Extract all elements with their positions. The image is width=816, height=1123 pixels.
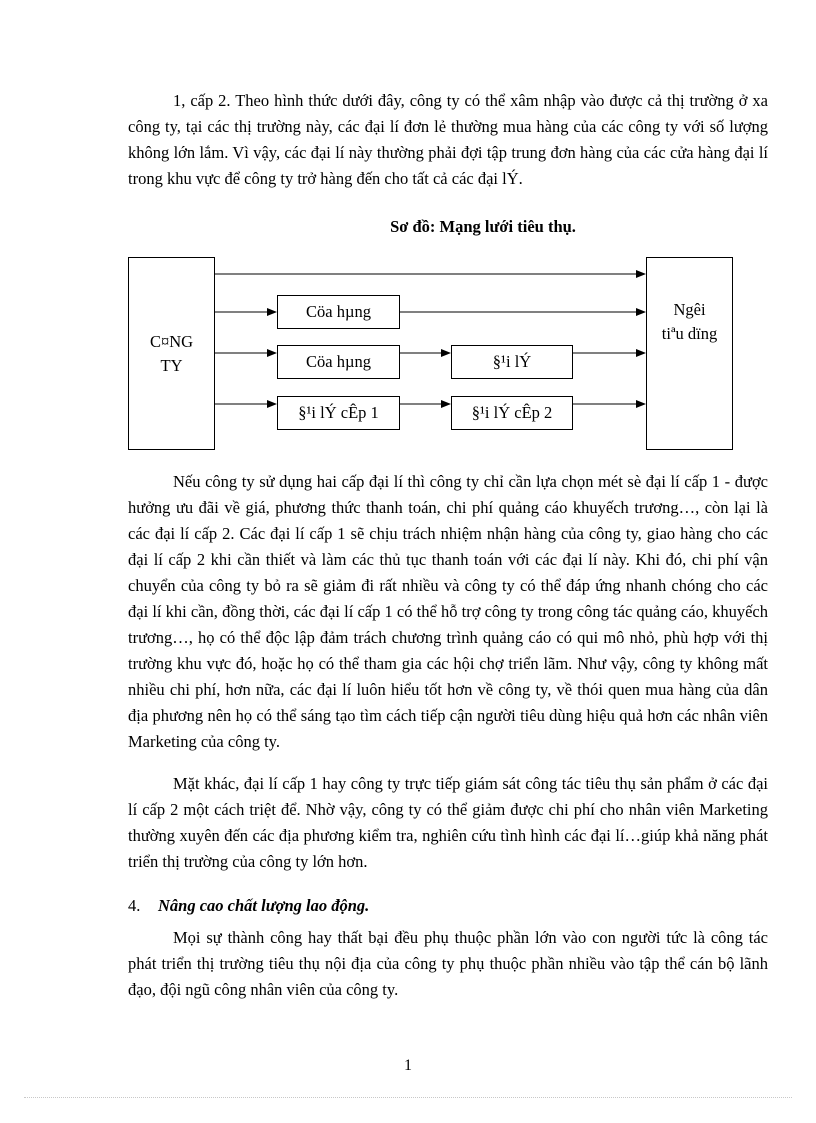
- consumer-label-line2: tiªu dïng: [661, 324, 718, 343]
- section-title: Nâng cao chất lượng lao động.: [158, 896, 370, 915]
- section-number: 4.: [128, 896, 141, 915]
- agent-box: §¹i lÝ: [451, 345, 573, 379]
- footer-divider: [24, 1097, 792, 1098]
- page-number: 1: [404, 1057, 412, 1074]
- company-box: [128, 257, 215, 450]
- paragraph-supervision: Mặt khác, đại lí cấp 1 hay công ty trực tiếp giám sát công tác tiêu thụ sản phẩm ở các đại lí cấp 2 một cách triệt để. Nhờ vậy, công ty có thể giảm được chi phí cho nhân viên Marketing thường xuyên đến các địa phương kiểm tra, nghiên cứu tình hình các đại lí…giúp khả năng phát triển thị trường của công ty lớn hơn.: [128, 774, 768, 871]
- agent-level2-box: §¹i lÝ cÊp 2: [451, 396, 573, 430]
- store-box-2: Cöa hµng: [277, 345, 400, 379]
- consumer-box: [646, 257, 733, 450]
- section-heading: [128, 893, 369, 919]
- consumer-label-line1: Ngêi: [673, 300, 706, 319]
- paragraph-two-level-agents: Nếu công ty sử dụng hai cấp đại lí thì công ty chỉ cần lựa chọn mét sè đại lí cấp 1 - được hưởng ưu đãi về giá, phương thức thanh toán, chi phí quảng cáo khuyếch trương…, còn lại là các đại lí cấp 2. Các đại lí cấp 1 sẽ chịu trách nhiệm nhận hàng của công ty, giao hàng cho các đại lí cấp 2 khi cần thiết và làm các thủ tục thanh toán với các đại lí này. Khi đó, chi phí vận chuyển của công ty bỏ ra sẽ giảm đi rất nhiều và công ty có thể đáp ứng nhanh chóng cho các đại lí khi cần, đồng thời, các đại lí cấp 1 có thể hỗ trợ công ty trong công tác quảng cáo, khuyếch trương…, họ có thể độc lập đảm trách chương trình quảng cáo có qui mô nhỏ, phù hợp với thị trường khu vực đó, hoặc họ có thể tham gia các hội chợ triển lãm. Như vậy, công ty không mất nhiều chi phí, hơn nữa, các đại lí luôn hiểu tốt hơn về công ty, về thói quen mua hàng của dân địa phương nên họ có thể sáng tạo tìm cách tiếp cận người tiêu dùng hiệu quả hơn các nhân viên Marketing của công ty.: [128, 472, 768, 751]
- store-box-1: Cöa hµng: [277, 295, 400, 329]
- agent-level1-box: §¹i lÝ cÊp 1: [277, 396, 400, 430]
- company-label-line1: C¤NG: [149, 331, 194, 351]
- diagram-title: Sơ đồ: Mạng lưới tiêu thụ.: [390, 217, 576, 236]
- paragraph-labor-quality: Mọi sự thành công hay thất bại đều phụ thuộc phần lớn vào con người tức là công tác phát triển thị trường tiêu thụ nội địa của công ty phụ thuộc phần nhiều vào tập thể cán bộ lãnh đạo, đội ngũ công nhân viên của công ty.: [128, 928, 768, 999]
- paragraph-intro: 1, cấp 2. Theo hình thức dưới đây, công ty có thể xâm nhập vào được cả thị trường ở xa công ty, tại các thị trường này, các đại lí đơn lẻ thường mua hàng của các công ty với số lượng không lớn lắm. Vì vậy, các đại lí này thường phải đợi tập trung đơn hàng của các cửa hàng đại lí trong khu vực để công ty trở hàng đến cho tất cả các đại lÝ.: [128, 91, 768, 188]
- company-label-line2: TY: [160, 355, 183, 375]
